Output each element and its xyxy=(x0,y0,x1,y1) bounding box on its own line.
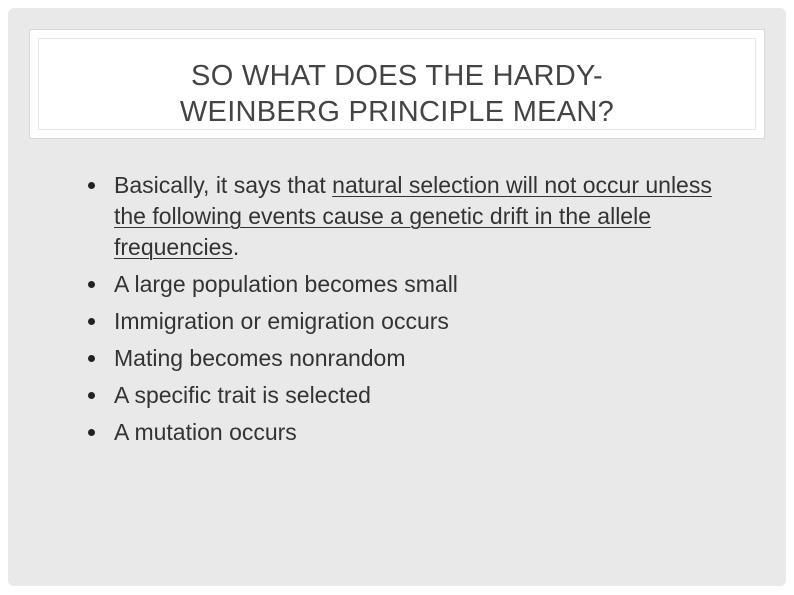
bullet-dot-icon xyxy=(88,182,95,189)
bullet-item-5 xyxy=(88,380,728,411)
bullet-dot-icon xyxy=(88,429,95,436)
slide-title xyxy=(30,58,764,130)
bullet-1-prefix: Basically, it says that xyxy=(114,172,333,198)
bullet-dot-icon xyxy=(88,281,95,288)
bullet-item-6 xyxy=(88,417,728,448)
slide xyxy=(8,8,786,586)
bullet-item-1 xyxy=(88,170,728,263)
title-box xyxy=(30,30,764,138)
bullet-1-underlined: natural selection will not occur unless the following events cause a genetic drift in the allele frequencies xyxy=(114,172,712,260)
bullet-6-text: A mutation occurs xyxy=(114,419,297,445)
bullet-1-suffix: . xyxy=(232,234,240,260)
slide-title-line-1: SO WHAT DOES THE HARDY- xyxy=(191,60,603,92)
bullet-list xyxy=(88,170,728,454)
bullet-item-4 xyxy=(88,343,728,374)
bullet-dot-icon xyxy=(88,318,95,325)
bullet-dot-icon xyxy=(88,355,95,362)
bullet-4-text: Mating becomes nonrandom xyxy=(114,345,406,371)
slide-title-line-2: WEINBERG PRINCIPLE MEAN? xyxy=(179,96,615,128)
bullet-3-text: Immigration or emigration occurs xyxy=(114,308,449,334)
bullet-2-text: A large population becomes small xyxy=(114,271,458,297)
bullet-item-3 xyxy=(88,306,728,337)
bullet-item-2 xyxy=(88,269,728,300)
bullet-5-text: A specific trait is selected xyxy=(114,382,371,408)
bullet-dot-icon xyxy=(88,392,95,399)
